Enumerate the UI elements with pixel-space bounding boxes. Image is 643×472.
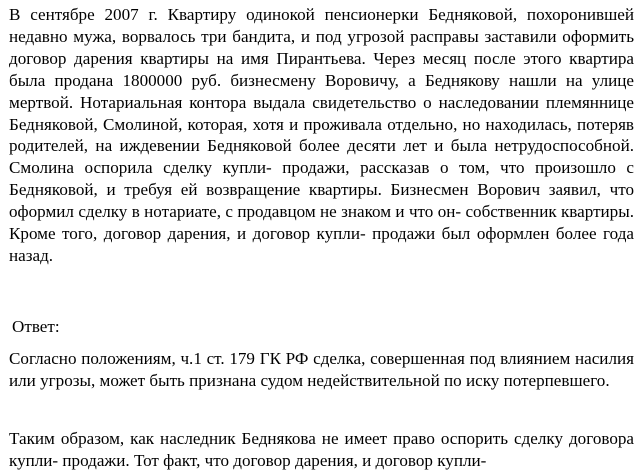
answer-legal-basis-paragraph: Согласно положениям, ч.1 ст. 179 ГК РФ сделка, совершенная под влиянием насилия или угрозы, может быть признана судом недействительной по иску потерпевшего. <box>9 349 634 390</box>
answer-heading: Ответ: <box>12 317 60 336</box>
answer-conclusion-paragraph: Таким образом, как наследник Беднякова не имеет право оспорить сделку договора купли- продажи. Тот факт, что договор дарения, и договор купли- <box>9 429 634 470</box>
case-description-paragraph: В сентябре 2007 г. Квартиру одинокой пенсионерки Бедняковой, похоронившей недавно мужа, ворвалось три бандита, и под угрозой расправы заставили оформить договор дарения квартиры на имя Пирантьева. Через месяц после этого квартира была продана 1800000 руб. бизнесмену Воровичу, а Беднякову нашли на улице мертвой. Нотариальная контора выдала свидетельство о наследовании племяннице Бедняковой, Смолиной, которая, хотя и проживала отдельно, но находилась, потеряв родителей, на иждевении Бедняковой более десяти лет и была нетрудоспособной. Смолина оспорила сделку купли- продажи, рассказав о том, что произошло с Бедняковой, и требуя ей возвращение квартиры. Бизнесмен Ворович заявил, что оформил сделку в нотариате, с продавцом не знаком и что он- собственник квартиры. Кроме того, договор дарения, и договор купли- продажи был оформлен более года назад. <box>9 5 634 265</box>
